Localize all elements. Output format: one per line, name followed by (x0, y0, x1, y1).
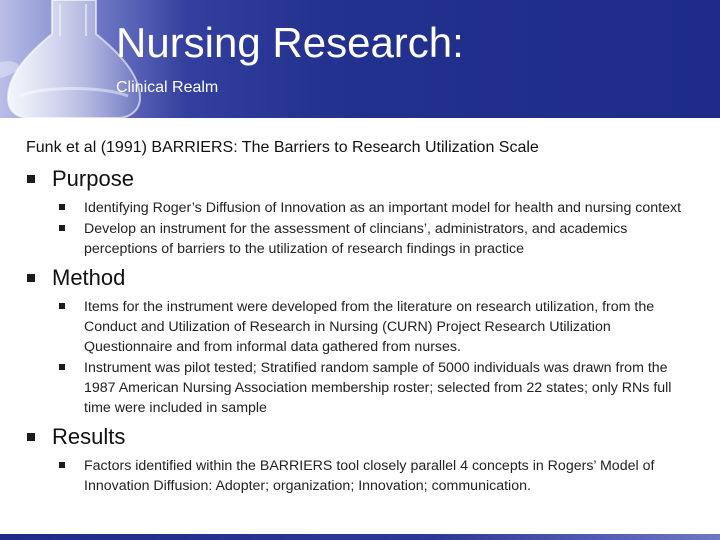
section-heading-text: Results (52, 424, 126, 449)
list-item-text: Identifying Roger’s Diffusion of Innovation as an important model for health and nursing context (84, 200, 682, 216)
square-bullet-icon (59, 225, 65, 231)
square-bullet-icon (59, 303, 65, 309)
slide-subtitle: Clinical Realm (116, 79, 219, 96)
section-method (26, 265, 696, 418)
square-bullet-icon (27, 274, 35, 282)
list-item (26, 456, 696, 496)
list-item (26, 297, 696, 357)
list-item-text: Items for the instrument were developed from the literature on research utilization, from the Conduct and Utilization of Research in Nursing (CURN) Project Research Utilization Questionnaire and from informal data gathered from nurses. (84, 299, 655, 355)
section-heading (26, 265, 696, 291)
slide-header (0, 0, 720, 118)
square-bullet-icon (27, 433, 35, 441)
list-item (26, 358, 696, 418)
list-item-text: Develop an instrument for the assessment of clincians’, administrators, and academics perceptions of barriers to the utilization of research findings in practice (84, 221, 628, 257)
slide-body (26, 138, 696, 502)
section-heading-text: Purpose (52, 166, 134, 191)
square-bullet-icon (59, 204, 65, 210)
list-item-text: Instrument was pilot tested; Stratified random sample of 5000 individuals was drawn from the 1987 American Nursing Association membership roster; selected from 22 states; only RNs full time were included in sample (84, 360, 672, 416)
intro-line: Funk et al (1991) BARRIERS: The Barriers to Research Utilization Scale (26, 139, 539, 156)
section-purpose (26, 166, 696, 259)
section-heading (26, 166, 696, 192)
section-heading-text: Method (52, 265, 126, 290)
footer-strip (0, 534, 720, 540)
list-item (26, 219, 696, 259)
list-item (26, 198, 696, 218)
slide-title: Nursing Research: (116, 19, 464, 66)
section-heading (26, 424, 696, 450)
square-bullet-icon (59, 364, 65, 370)
square-bullet-icon (59, 462, 65, 468)
square-bullet-icon (27, 175, 35, 183)
list-item-text: Factors identified within the BARRIERS tool closely parallel 4 concepts in Rogers’ Model of Innovation Diffusion: Adopter; organization; Innovation; communication. (84, 458, 655, 494)
section-results (26, 424, 696, 496)
